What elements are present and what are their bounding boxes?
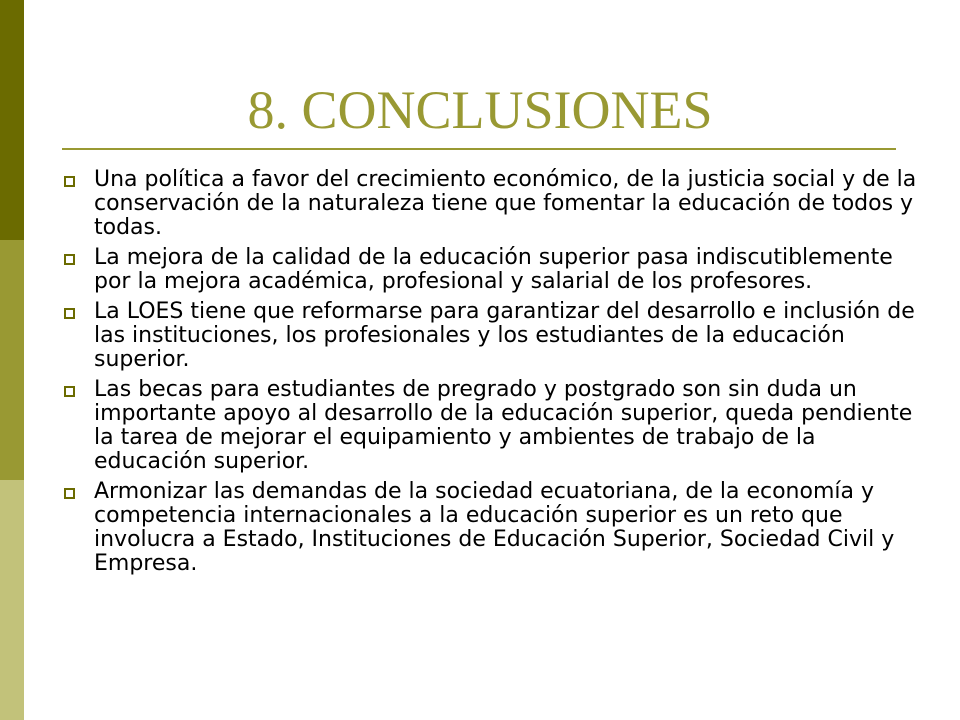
square-bullet-icon [64,176,75,187]
slide-title: 8. CONCLUSIONES [247,80,713,140]
side-bar-dark-segment [0,0,24,240]
square-bullet-icon [64,386,75,397]
bullet-item [62,246,922,294]
square-bullet-icon [64,254,75,265]
bullet-text: Una política a favor del crecimiento económico, de la justicia social y de la conservación de la naturaleza tiene que fomentar la educación de todos y todas. [94,167,917,240]
square-bullet-icon [64,488,75,499]
square-bullet-icon [64,308,75,319]
bullet-item [62,378,922,474]
side-bar-light-segment [0,480,24,720]
conclusions-list [62,168,922,582]
side-accent-bar [0,0,24,720]
title-underline [62,148,896,150]
bullet-text: Armonizar las demandas de la sociedad ecuatoriana, de la economía y competencia internacionales a la educación superior es un reto que involucra a Estado, Instituciones de Educación Superior, Sociedad Civil y Empresa. [94,479,895,576]
bullet-item [62,300,922,372]
bullet-text: La LOES tiene que reformarse para garantizar del desarrollo e inclusión de las instituciones, los profesionales y los estudiantes de la educación superior. [94,299,915,372]
bullet-item [62,480,922,576]
bullet-item [62,168,922,240]
side-bar-mid-segment [0,240,24,480]
bullet-text: Las becas para estudiantes de pregrado y postgrado son sin duda un importante apoyo al desarrollo de la educación superior, queda pendiente la tarea de mejorar el equipamiento y ambientes de trabajo de la educación superior. [94,377,913,474]
bullet-text: La mejora de la calidad de la educación superior pasa indiscutiblemente por la mejora académica, profesional y salarial de los profesores. [94,245,893,294]
